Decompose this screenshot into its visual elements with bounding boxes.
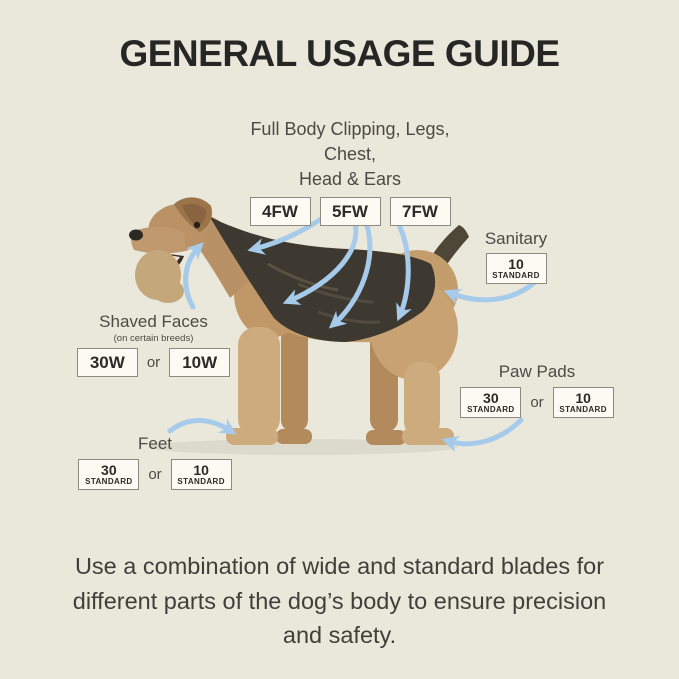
dog-nose xyxy=(129,230,143,241)
footer-line: Use a combination of wide and standard blades for xyxy=(74,553,605,579)
blade-value: 10 xyxy=(508,256,524,272)
paw-pads-label: Paw Pads xyxy=(498,362,576,381)
full-body-label-line1: Full Body Clipping, Legs, Chest, xyxy=(250,119,450,164)
blade-box-sanitary-10 xyxy=(486,253,547,284)
or-label: or xyxy=(530,394,544,411)
section-sanitary xyxy=(468,229,564,284)
blade-value: 30 xyxy=(101,462,117,478)
shaved-faces-sublabel: (on certain breeds) xyxy=(113,333,194,344)
blade-box-feet-30 xyxy=(78,459,139,490)
blade-box-4fw: 4FW xyxy=(250,197,311,226)
section-shaved-faces xyxy=(76,312,231,377)
shaved-faces-label: Shaved Faces xyxy=(99,312,208,331)
blade-box-10w: 10W xyxy=(169,348,230,377)
blade-type: STANDARD xyxy=(492,271,540,280)
feet-label: Feet xyxy=(137,434,173,453)
section-paw-pads xyxy=(456,362,618,418)
section-feet xyxy=(76,434,234,490)
page-title: GENERAL USAGE GUIDE xyxy=(119,33,560,74)
section-full-body xyxy=(239,117,461,226)
blade-box-paw-30 xyxy=(460,387,521,418)
blade-box-paw-10 xyxy=(553,387,614,418)
blade-type: STANDARD xyxy=(467,405,515,414)
blade-value: 10 xyxy=(575,390,591,406)
sanitary-label: Sanitary xyxy=(484,229,548,248)
blade-type: STANDARD xyxy=(85,477,133,486)
dog-eye xyxy=(194,222,200,228)
footer-line: and safety. xyxy=(282,622,397,648)
blade-value: 30 xyxy=(483,390,499,406)
footer-line: different parts of the dog’s body to ensure precision xyxy=(72,587,607,614)
full-body-label-line2: Head & Ears xyxy=(298,169,402,189)
footer-note xyxy=(0,549,679,653)
blade-box-7fw: 7FW xyxy=(390,197,451,226)
blade-value: 10 xyxy=(193,462,209,478)
or-label: or xyxy=(146,354,161,371)
blade-type: STANDARD xyxy=(559,405,607,414)
blade-box-feet-10 xyxy=(171,459,232,490)
or-label: or xyxy=(148,466,162,483)
blade-box-5fw: 5FW xyxy=(320,197,381,226)
blade-box-30w: 30W xyxy=(77,348,138,377)
blade-type: STANDARD xyxy=(177,477,225,486)
